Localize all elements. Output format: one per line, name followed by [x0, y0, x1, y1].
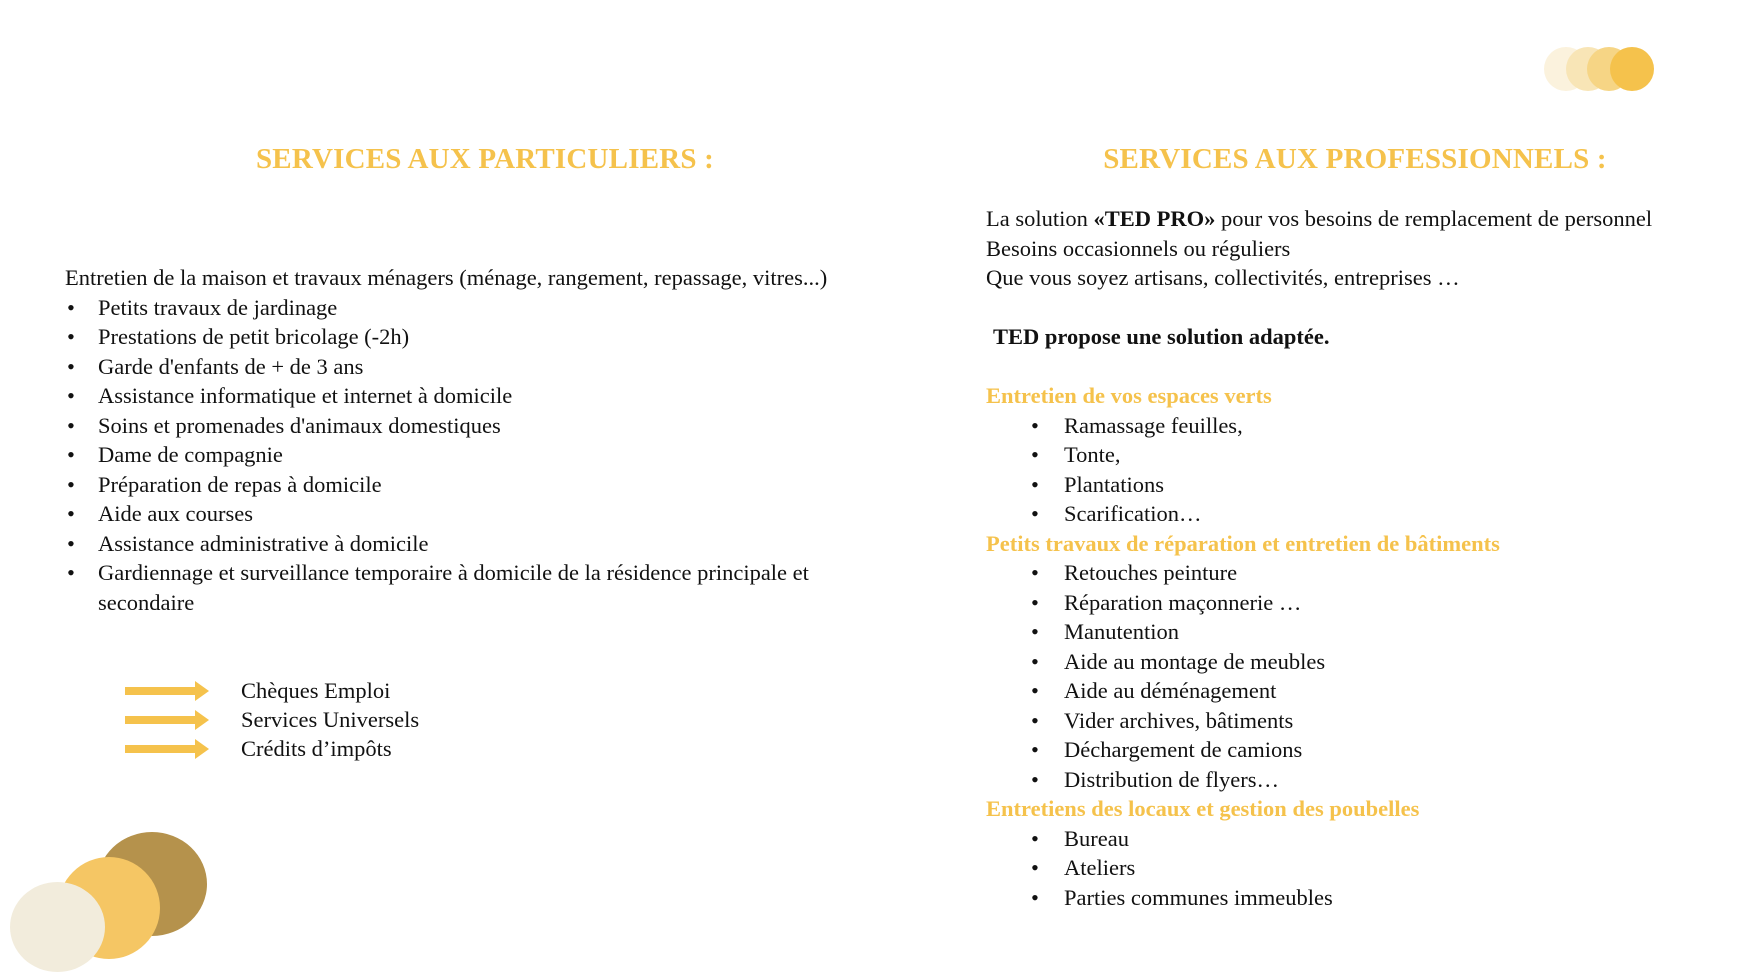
ted-pro-name: «TED PRO» — [1093, 206, 1216, 231]
list-item: • Prestations de petit bricolage (-2h) — [65, 322, 915, 352]
list-item: • Soins et promenades d'animaux domestiques — [65, 411, 915, 441]
section-heading: Entretiens des locaux et gestion des poubelles — [986, 796, 1420, 821]
list-item: • Ateliers — [986, 853, 1736, 883]
payment-label: Services Universels — [241, 706, 420, 732]
list-item: • Parties communes immeubles — [986, 883, 1736, 913]
list-item: • Distribution de flyers… — [986, 765, 1736, 795]
proposal-line: TED propose une solution adaptée. — [993, 324, 1330, 349]
ted-pro-line — [986, 204, 1736, 234]
particuliers-title: SERVICES AUX PARTICULIERS : — [255, 143, 715, 175]
list-item: • Petits travaux de jardinage — [65, 293, 915, 323]
arrow-right-icon — [125, 710, 209, 730]
professionnels-services — [986, 204, 1736, 912]
list-item: • Gardiennage et surveillance temporaire à domicile de la résidence principale et secondaire — [65, 558, 888, 617]
particuliers-intro: Entretien de la maison et travaux ménagers (ménage, rangement, repassage, vitres...) — [65, 265, 828, 290]
audience-line: Que vous soyez artisans, collectivités, entreprises … — [986, 265, 1460, 290]
list-item: • Bureau — [986, 824, 1736, 854]
section-heading: Entretien de vos espaces verts — [986, 383, 1272, 408]
list-item: • Aide au montage de meubles — [986, 647, 1736, 677]
list-item: • Tonte, — [986, 440, 1736, 470]
list-item: • Préparation de repas à domicile — [65, 470, 915, 500]
list-item: • Scarification… — [986, 499, 1736, 529]
ted-pro-post: pour vos besoins de remplacement de personnel — [1215, 206, 1653, 231]
list-item: • Assistance informatique et internet à domicile — [65, 381, 915, 411]
arrow-right-icon — [125, 739, 209, 759]
list-item: • Retouches peinture — [986, 558, 1736, 588]
professionnels-title: SERVICES AUX PROFESSIONNELS : — [1103, 143, 1607, 175]
besoins-line: Besoins occasionnels ou réguliers — [986, 235, 1291, 261]
list-item: • Ramassage feuilles, — [986, 411, 1736, 441]
list-item: • Garde d'enfants de + de 3 ans — [65, 352, 915, 382]
payment-methods — [125, 676, 419, 763]
arrow-right-icon — [125, 681, 209, 701]
decorative-circle — [10, 882, 105, 972]
payment-item — [125, 734, 419, 763]
list-item: • Plantations — [986, 470, 1736, 500]
list-item: • Vider archives, bâtiments — [986, 706, 1736, 736]
list-item: • Assistance administrative à domicile — [65, 529, 915, 559]
list-item: • Dame de compagnie — [65, 440, 915, 470]
list-item: • Réparation maçonnerie … — [986, 588, 1736, 618]
payment-item — [125, 705, 419, 734]
list-item: • Aide aux courses — [65, 499, 915, 529]
section-heading: Petits travaux de réparation et entretien de bâtiments — [986, 530, 1500, 556]
payment-label: Chèques Emploi — [241, 677, 391, 703]
list-item: • Aide au déménagement — [986, 676, 1736, 706]
payment-item — [125, 676, 419, 705]
decorative-circle — [1610, 47, 1654, 91]
particuliers-services — [65, 263, 915, 617]
list-item: • Manutention — [986, 617, 1736, 647]
list-item: • Déchargement de camions — [986, 735, 1736, 765]
ted-pro-pre: La solution — [986, 206, 1094, 231]
payment-label: Crédits d’impôts — [241, 735, 392, 761]
